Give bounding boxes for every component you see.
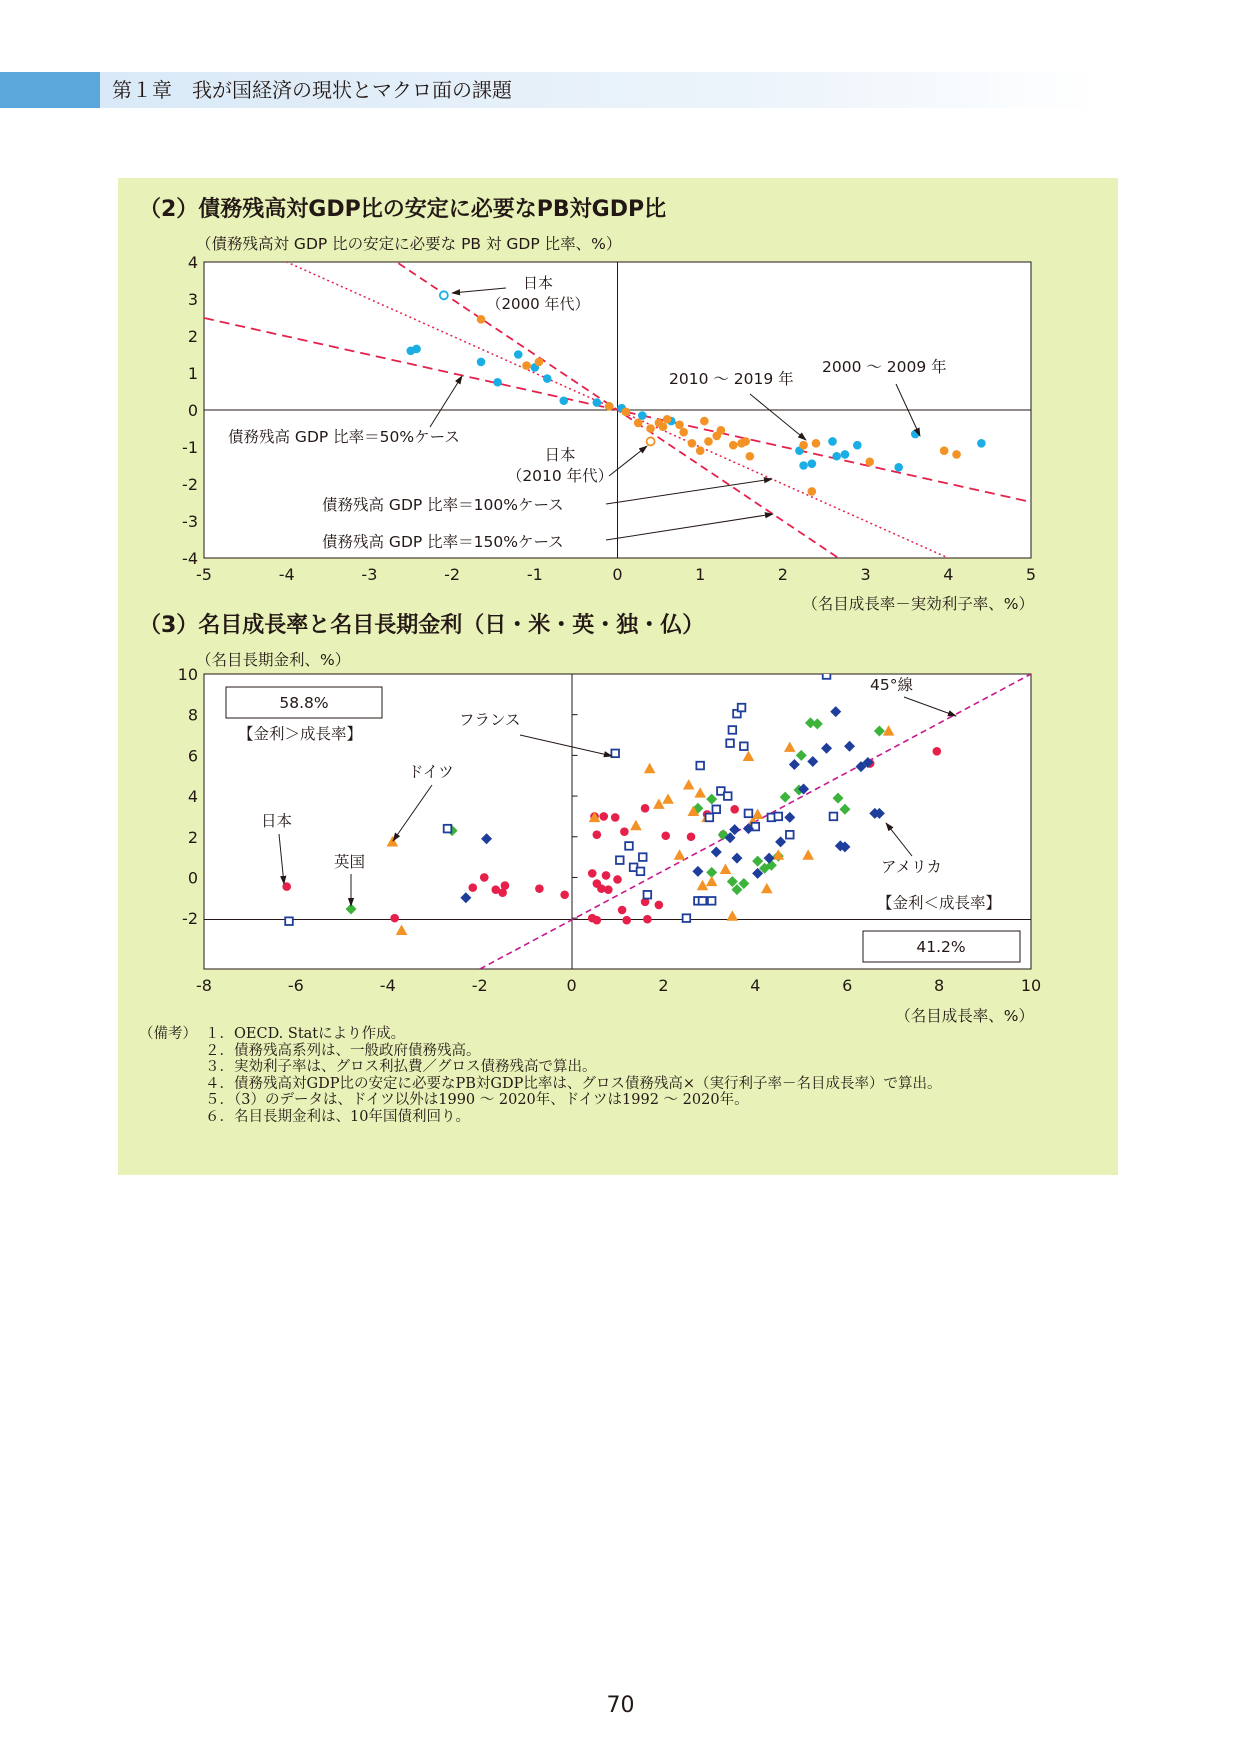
chart1-y-tick-label: 4: [187, 253, 198, 272]
france-label: フランス: [459, 711, 521, 729]
chart2-point-s3: [740, 742, 748, 750]
chart2-point-s0: [593, 916, 602, 925]
case100-label: 債務残高 GDP 比率＝100%ケース: [322, 496, 564, 514]
chart2-x-tick-label: -6: [287, 976, 304, 995]
chart1-y-tick-label: -3: [182, 512, 198, 531]
chart2-point-s0: [661, 831, 670, 840]
chart1-point-s0: [493, 378, 502, 387]
chart2-x-ticks: [196, 976, 1041, 995]
chart2-x-tick-label: 0: [566, 976, 577, 995]
line45-label: 45°線: [870, 676, 913, 694]
chart2-point-s0: [655, 901, 664, 910]
chart2-point-s0: [641, 804, 650, 813]
chart1-point-s0: [832, 452, 841, 461]
chart1-point-s1: [688, 439, 697, 448]
chart1-point-s2: [440, 291, 448, 299]
chart2-point-s0: [602, 871, 611, 880]
germany-label: ドイツ: [408, 763, 454, 781]
japan2000-label-line1: 日本: [522, 274, 554, 292]
chart1-point-s1: [663, 415, 672, 424]
chart2-plot: [178, 665, 1042, 995]
chart1-point-s1: [865, 458, 874, 467]
case150-label: 債務残高 GDP 比率＝150%ケース: [322, 533, 564, 551]
chart2-x-tick-label: -2: [471, 976, 488, 995]
chart1-x-tick-label: 2: [777, 565, 788, 584]
chart1-x-tick-label: 4: [943, 565, 954, 584]
chart2-point-s0: [611, 813, 620, 822]
chart1-y-tick-label: 2: [187, 327, 198, 346]
chart1-point-s1: [812, 439, 821, 448]
chart2-x-tick-label: 4: [750, 976, 761, 995]
chart1-y-tick-label: -1: [182, 438, 198, 457]
chart1-x-tick-label: -1: [526, 565, 543, 584]
chart2-y-axis-label: （名目長期金利、%）: [196, 651, 351, 669]
note-line: １．OECD. Statにより作成。: [205, 1026, 406, 1042]
page-number: 70: [606, 1693, 635, 1718]
chart2-x-tick-label: -8: [196, 976, 212, 995]
chart2-point-s0: [593, 830, 602, 839]
chart1-point-s1: [634, 419, 643, 428]
chart1-point-s1: [717, 426, 726, 435]
label-2010s: 2010 ～ 2019 年: [669, 370, 794, 388]
lower-share-value: 41.2%: [916, 938, 966, 956]
chart1-x-tick-label: -5: [196, 565, 212, 584]
chart1-x-ticks: [196, 565, 1036, 584]
chart1-point-s1: [675, 421, 684, 430]
uk-label: 英国: [334, 853, 366, 871]
chart2-point-s0: [480, 873, 489, 882]
notes-head: （備考）: [139, 1026, 197, 1042]
chart2-x-axis-label: （名目成長率、%）: [895, 1007, 1034, 1025]
chart2-point-s0: [588, 869, 597, 878]
chart1-y-ticks: [182, 253, 198, 568]
chart1-point-s0: [593, 398, 602, 407]
chart2-point-s3: [738, 704, 746, 712]
japan2010-label-line2: （2010 年代）: [506, 467, 614, 485]
chart2-y-tick-label: 8: [187, 705, 198, 725]
chart1-point-s0: [808, 459, 817, 468]
chart2-point-s3: [830, 813, 838, 821]
chart2-point-s0: [618, 906, 627, 915]
chart2-y-tick-label: 2: [187, 827, 198, 847]
chart2-point-s0: [613, 875, 622, 884]
chart2-y-ticks: [178, 665, 198, 928]
chart1-point-s0: [841, 450, 850, 459]
chart2-point-s0: [560, 890, 569, 899]
chart1-y-tick-label: -4: [182, 549, 198, 568]
chart1-point-s0: [412, 345, 421, 354]
chart1-point-s1: [952, 450, 961, 459]
note-line: ３．実効利子率は、グロス利払費／グロス債務残高で算出。: [205, 1059, 597, 1075]
chart2-point-s0: [620, 827, 629, 836]
chart1-point-s1: [741, 437, 750, 446]
chart1-point-s0: [977, 439, 986, 448]
chart2-point-s0: [604, 885, 613, 894]
chart1-point-s0: [559, 396, 568, 405]
chart1-point-s1: [477, 315, 486, 324]
chart1-point-s0: [828, 437, 837, 446]
chart1-point-s1: [659, 422, 668, 431]
chart2-point-s3: [706, 814, 714, 822]
chart2-x-tick-label: -4: [379, 976, 396, 995]
chart1-point-s1: [621, 408, 630, 417]
chart2-point-s0: [390, 914, 399, 923]
chart2-point-s3: [712, 805, 720, 813]
chart2-point-s0: [933, 747, 942, 756]
chart2-point-s3: [637, 868, 645, 876]
chart2-point-s3: [444, 825, 452, 833]
chart1-y-axis-label: （債務残高対 GDP 比の安定に必要な PB 対 GDP 比率、%）: [196, 235, 622, 253]
chart2-point-s3: [786, 831, 794, 839]
chart1-point-s1: [605, 402, 614, 411]
chart1-point-s1: [696, 446, 705, 455]
chart2-point-s3: [699, 897, 707, 905]
chart2-y-tick-label: 10: [177, 665, 198, 684]
chart2-x-tick-label: 2: [658, 976, 669, 995]
chart1-y-tick-label: 3: [187, 290, 198, 309]
chart2-point-s3: [285, 917, 293, 925]
chart2-point-s3: [696, 762, 704, 770]
chart2-point-s3: [745, 810, 753, 818]
chart1-point-s1: [940, 446, 949, 455]
chart1-x-axis-label: （名目成長率－実効利子率、%）: [802, 595, 1034, 613]
chart1-y-tick-label: -2: [182, 475, 198, 494]
chart2-point-s0: [599, 812, 608, 821]
chart1-point-s0: [514, 350, 523, 359]
chart1-point-s1: [729, 441, 738, 450]
chart2-point-s3: [729, 726, 737, 734]
chart1-point-s0: [799, 461, 808, 470]
chart2-point-s3: [726, 739, 734, 747]
chart2-title: （3）名目成長率と名目長期金利（日・米・英・独・仏）: [139, 613, 705, 638]
chart1-point-s1: [746, 452, 755, 461]
chart1-point-s1: [799, 441, 808, 450]
note-line: ２．債務残高系列は、一般政府債務残高。: [205, 1042, 481, 1059]
chart1-point-s0: [543, 374, 552, 383]
note-line: ５．（3）のデータは、ドイツ以外は1990 ～ 2020年、ドイツは1992 ～ 2020年。: [205, 1092, 749, 1108]
chart2-point-s3: [625, 842, 633, 850]
chart2-point-s0: [687, 832, 696, 841]
chart2-y-tick-label: 6: [187, 746, 198, 766]
chart2-point-s3: [724, 792, 732, 800]
chapter-title: 第１章 我が国経済の現状とマクロ面の課題: [112, 78, 512, 102]
lower-share-label: 【金利＜成長率】: [877, 894, 1002, 912]
chart1-x-tick-label: 0: [612, 565, 623, 584]
note-line: ４．債務残高対GDP比の安定に必要なPB対GDP比率は、グロス債務残高×（実行利子率－名目成長率）で算出。: [205, 1075, 942, 1092]
chart1-point-s3: [647, 437, 655, 445]
chart2-point-s0: [730, 805, 739, 814]
chart2-point-s0: [501, 881, 510, 890]
chart1-y-tick-label: 1: [187, 364, 198, 383]
chart1-point-s1: [808, 487, 817, 496]
chart2-x-tick-label: 6: [842, 976, 853, 995]
japan2010-label-line1: 日本: [544, 446, 576, 464]
usa-label: アメリカ: [881, 858, 942, 876]
chart1-point-s1: [704, 437, 713, 446]
chart1-x-tick-label: 1: [695, 565, 706, 584]
chart1-x-tick-label: 3: [860, 565, 871, 584]
chart2-point-s3: [616, 856, 624, 864]
chart2-point-s3: [639, 853, 647, 861]
chart2-point-s0: [643, 915, 652, 924]
chart1-x-tick-label: -2: [444, 565, 461, 584]
chart1-y-tick-label: 0: [187, 401, 198, 420]
chart2-point-s3: [823, 671, 831, 679]
chart2-point-s3: [611, 750, 619, 758]
chart2-point-s0: [468, 883, 477, 892]
chart2-y-tick-label: -2: [182, 909, 198, 929]
japan2000-label-line2: （2000 年代）: [486, 295, 590, 313]
chart2-point-s3: [644, 891, 652, 899]
chart1-point-s0: [853, 441, 862, 450]
chart1-point-s1: [522, 361, 531, 370]
chart1-x-tick-label: -3: [361, 565, 378, 584]
chart2-point-s3: [708, 897, 716, 905]
chart2-x-tick-label: 8: [934, 976, 945, 995]
chart1-point-s1: [679, 428, 688, 437]
chart1-x-tick-label: 5: [1025, 565, 1037, 584]
chart1-point-s0: [638, 411, 647, 420]
chart2-point-s0: [622, 916, 631, 925]
chart1-x-tick-label: -4: [278, 565, 295, 584]
chart1-point-s1: [535, 358, 544, 367]
chart1-title: （2）債務残高対GDP比の安定に必要なPB対GDP比: [139, 197, 667, 222]
chart1-point-s0: [894, 463, 903, 472]
label-2000s: 2000 ～ 2009 年: [822, 358, 947, 376]
note-line: ６．名目長期金利は、10年国債利回り。: [205, 1108, 470, 1125]
chart2-y-tick-label: 4: [187, 787, 198, 807]
chart2-point-s3: [775, 813, 783, 821]
chart2-point-s3: [683, 914, 691, 922]
chart1-point-s1: [700, 417, 709, 426]
chart2-y-tick-label: 0: [187, 868, 198, 888]
notes-block: [139, 1026, 942, 1125]
upper-share-value: 58.8%: [279, 694, 329, 712]
chart2-point-s0: [535, 884, 544, 893]
chart1-point-s1: [646, 424, 655, 433]
upper-share-label: 【金利＞成長率】: [238, 725, 363, 743]
chart2-x-tick-label: 10: [1020, 976, 1042, 995]
chart1-point-s0: [477, 358, 486, 367]
case50-label: 債務残高 GDP 比率＝50%ケース: [228, 428, 460, 446]
japan-label: 日本: [261, 812, 293, 830]
